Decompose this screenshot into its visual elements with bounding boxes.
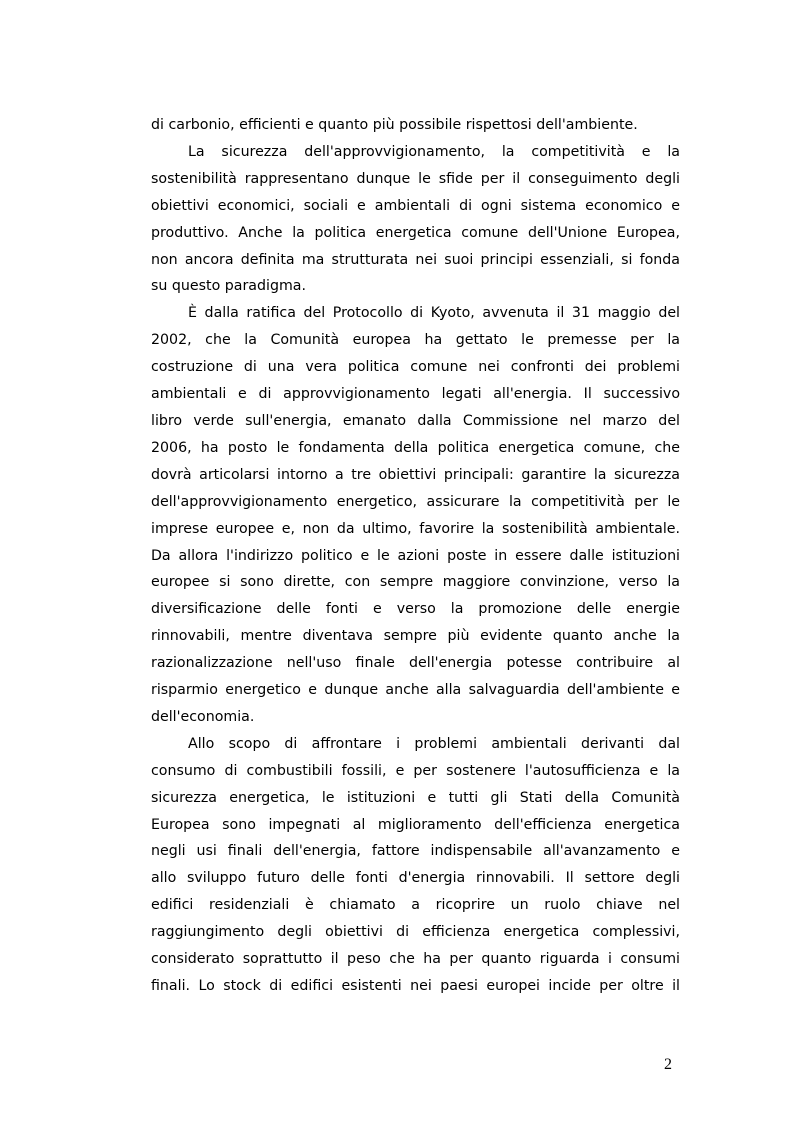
text-line: considerato soprattutto il peso che ha per quanto riguarda i consumi bbox=[151, 951, 680, 968]
paragraph-first-line: È dalla ratifica del Protocollo di Kyoto, avvenuta il 31 maggio del bbox=[188, 305, 680, 322]
text-line: dovrà articolarsi intorno a tre obiettivi principali: garantire la sicurezza bbox=[151, 466, 680, 483]
text-line: negli usi finali dell'energia, fattore indispensabile all'avanzamento e bbox=[151, 843, 680, 860]
text-line: razionalizzazione nell'uso finale dell'energia potesse contribuire al bbox=[151, 655, 680, 672]
text-line: produttivo. Anche la politica energetica comune dell'Unione Europea, bbox=[151, 224, 680, 241]
text-line: imprese europee e, non da ultimo, favorire la sostenibilità ambientale. bbox=[151, 520, 680, 537]
text-line: di carbonio, efficienti e quanto più possibile rispettosi dell'ambiente. bbox=[151, 117, 638, 133]
text-line: dell'approvvigionamento energetico, assicurare la competitività per le bbox=[151, 493, 680, 510]
text-line: rinnovabili, mentre diventava sempre più evidente quanto anche la bbox=[151, 628, 680, 645]
paragraph-first-line: La sicurezza dell'approvvigionamento, la competitività e la bbox=[188, 143, 680, 160]
text-line: sostenibilità rappresentano dunque le sfide per il conseguimento degli bbox=[151, 170, 680, 187]
text-line: allo sviluppo futuro delle fonti d'energia rinnovabili. Il settore degli bbox=[151, 870, 680, 887]
text-line: libro verde sull'energia, emanato dalla Commissione nel marzo del bbox=[151, 412, 680, 429]
text-line: obiettivi economici, sociali e ambientali di ogni sistema economico e bbox=[151, 197, 680, 214]
text-line: diversificazione delle fonti e verso la promozione delle energie bbox=[151, 601, 680, 618]
text-line: Europea sono impegnati al miglioramento dell'efficienza energetica bbox=[151, 816, 680, 833]
text-line: europee si sono dirette, con sempre maggiore convinzione, verso la bbox=[151, 574, 680, 591]
page-number: 2 bbox=[664, 1056, 672, 1073]
text-line: consumo di combustibili fossili, e per sostenere l'autosufficienza e la bbox=[151, 762, 680, 779]
text-line: su questo paradigma. bbox=[151, 278, 306, 295]
paragraph-first-line: Allo scopo di affrontare i problemi ambientali derivanti dal bbox=[188, 735, 680, 752]
text-line: edifici residenziali è chiamato a ricoprire un ruolo chiave nel bbox=[151, 897, 680, 914]
text-line: sicurezza energetica, le istituzioni e tutti gli Stati della Comunità bbox=[151, 789, 680, 806]
text-line: raggiungimento degli obiettivi di efficienza energetica complessivi, bbox=[151, 924, 680, 941]
text-line: ambientali e di approvvigionamento legati all'energia. Il successivo bbox=[151, 386, 680, 403]
text-line: costruzione di una vera politica comune nei confronti dei problemi bbox=[151, 359, 680, 376]
text-line: Da allora l'indirizzo politico e le azioni poste in essere dalle istituzioni bbox=[151, 547, 680, 564]
text-line: 2006, ha posto le fondamenta della politica energetica comune, che bbox=[151, 439, 680, 456]
body-text bbox=[151, 112, 680, 1000]
text-line: non ancora definita ma strutturata nei suoi principi essenziali, si fonda bbox=[151, 251, 680, 268]
text-line: risparmio energetico e dunque anche alla salvaguardia dell'ambiente e bbox=[151, 682, 680, 699]
text-line: 2002, che la Comunità europea ha gettato le premesse per la bbox=[151, 332, 680, 349]
text-line: dell'economia. bbox=[151, 708, 255, 725]
text-line: finali. Lo stock di edifici esistenti nei paesi europei incide per oltre il bbox=[151, 978, 680, 994]
